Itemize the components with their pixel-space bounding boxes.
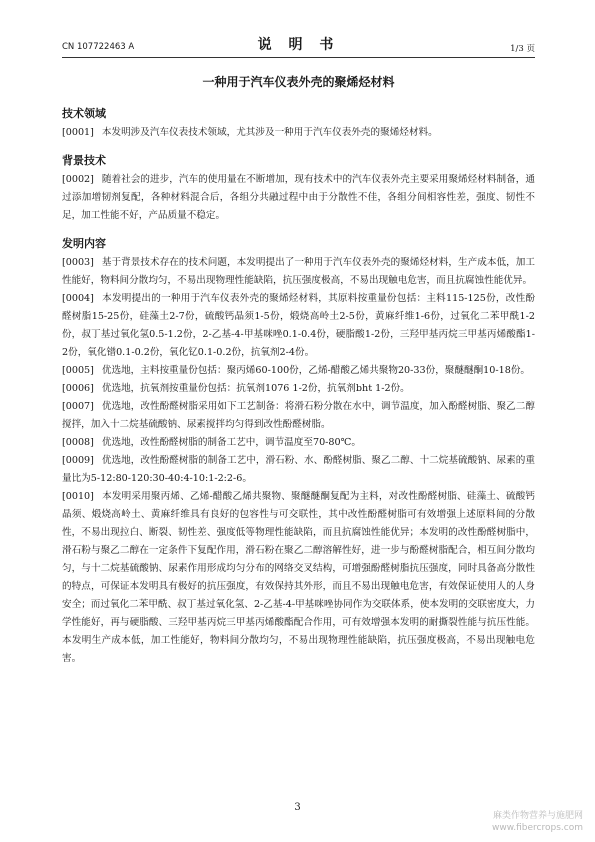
paragraph-text: 优选地，改性酚醛树脂的制备工艺中，滑石粉、水、酚醛树脂、聚乙二醇、十二烷基硫酸钠、尿素的重量比为5-12:80-120:30-40:4-10:1-2:2-6。 bbox=[62, 455, 535, 484]
paragraph-number: [0002] bbox=[62, 174, 94, 185]
paragraph bbox=[62, 434, 535, 452]
paragraph-text: 本发明提出的一种用于汽车仪表外壳的聚烯烃材料，其原料按重量份包括：主料115-125份，改性酚醛树脂15-25份，硅藻土2-7份，硫酸钙晶须1-5份，煅烧高岭土2-5份，黄麻纤维1-6份，过氧化二苯甲酰1-2份，叔丁基过氧化氢0.5-1.2份，2-乙基-4-甲基咪唑0.1-0.4份，硬脂酸1-2份，三羟甲基丙烷三甲基丙烯酸酯1-2份，氧化镨0.1-0.2份，氧化钇0.1-0.2份，抗氧剂2-4份。 bbox=[62, 293, 535, 358]
paragraph bbox=[62, 171, 535, 225]
paragraph-number: [0006] bbox=[62, 383, 94, 394]
page-header bbox=[62, 30, 535, 60]
watermark-line-1: 麻类作物营养与施肥网 bbox=[492, 811, 583, 821]
paragraph bbox=[62, 488, 535, 668]
document-type: 说 明 书 bbox=[257, 37, 340, 53]
paragraph bbox=[62, 362, 535, 380]
paragraph-number: [0005] bbox=[62, 365, 94, 376]
paragraph-number: [0004] bbox=[62, 293, 94, 304]
paragraph bbox=[62, 254, 535, 290]
paragraph-text: 随着社会的进步，汽车的使用量在不断增加，现有技术中的汽车仪表外壳主要采用聚烯烃材料制备，通过添加增韧剂复配，各种材料混合后，各组分共融过程中由于分散性不佳，各组分间相容性差，强度、韧性不足，加工性能不好，产品质量不稳定。 bbox=[62, 174, 535, 221]
section-heading: 背景技术 bbox=[62, 154, 106, 167]
paragraph-number: [0007] bbox=[62, 401, 94, 412]
sections-container bbox=[62, 105, 535, 668]
paragraph-text: 优选地，改性酚醛树脂的制备工艺中，调节温度至70-80℃。 bbox=[101, 437, 361, 448]
document-body bbox=[62, 66, 535, 668]
paragraph bbox=[62, 398, 535, 434]
section-heading: 发明内容 bbox=[62, 237, 106, 250]
paragraph-text: 优选地，主料按重量份包括：聚丙烯60-100份，乙烯-醋酸乙烯共聚物20-33份，聚醚醚酮10-18份。 bbox=[101, 365, 531, 376]
paragraph bbox=[62, 380, 535, 398]
watermark bbox=[492, 810, 583, 834]
paragraph-number: [0001] bbox=[62, 127, 94, 138]
paragraph-number: [0010] bbox=[62, 491, 94, 502]
header-divider bbox=[62, 57, 535, 58]
paragraph bbox=[62, 124, 535, 142]
paragraph bbox=[62, 290, 535, 362]
page-number: 3 bbox=[294, 802, 301, 813]
paragraph bbox=[62, 452, 535, 488]
section-heading: 技术领域 bbox=[62, 107, 106, 120]
paragraph-text: 优选地，抗氧剂按重量份包括：抗氧剂1076 1-2份，抗氧剂bht 1-2份。 bbox=[101, 383, 410, 394]
paragraph-text: 本发明涉及汽车仪表技术领域，尤其涉及一种用于汽车仪表外壳的聚烯烃材料。 bbox=[101, 127, 438, 138]
document-title: 一种用于汽车仪表外壳的聚烯烃材料 bbox=[202, 75, 395, 89]
paragraph-number: [0008] bbox=[62, 437, 94, 448]
paragraph-number: [0003] bbox=[62, 257, 94, 268]
patent-number: CN 107722463 A bbox=[62, 42, 135, 52]
watermark-line-2: www.fibercrops.com bbox=[492, 823, 583, 833]
paragraph-text: 基于背景技术存在的技术问题，本发明提出了一种用于汽车仪表外壳的聚烯烃材料，生产成本低，加工性能好，物料间分散均匀，不易出现物理性能缺陷，抗压强度极高，不易出现触电危害，而且抗腐蚀性能优异。 bbox=[62, 257, 535, 286]
paragraph-text: 优选地，改性酚醛树脂采用如下工艺制备：将滑石粉分散在水中，调节温度，加入酚醛树脂、聚乙二醇搅拌，加入十二烷基硫酸钠、尿素搅拌均匀得到改性酚醛树脂。 bbox=[62, 401, 535, 430]
paragraph-text: 本发明采用聚丙烯、乙烯-醋酸乙烯共聚物、聚醚醚酮复配为主料，对改性酚醛树脂、硅藻土、硫酸钙晶须、煅烧高岭土、黄麻纤维具有良好的包容性与可交联性，其中改性酚醛树脂可有效增强上述原料间的分散性，不易出现拉白、断裂、韧性差、强度低等物理性能缺陷，而且抗腐蚀性能优异；本发明的改性酚醛树脂中，滑石粉与聚乙二醇在一定条件下复配作用，滑石粉在聚乙二醇溶解性好，进一步与酚醛树脂配合，相互间分散均匀，与十二烷基硫酸钠、尿素作用形成均匀分布的网络交叉结构，可增强酚醛树脂抗压强度，同时具备高分散性的特点，可保证本发明具有极好的抗压强度，有效保持其外形，而且不易出现触电危害，有效保证使用人的人身安全；而过氧化二苯甲酰、叔丁基过氧化氢、2-乙基-4-甲基咪唑协同作为交联体系，使本发明的交联密度大，力学性能好，再与硬脂酸、三羟甲基丙烷三甲基丙烯酸酯配合作用，可有效增强本发明的耐撕裂性能与抗压性能。本发明生产成本低，加工性能好，物料间分散均匀，不易出现物理性能缺陷，抗压强度极高，不易出现触电危害。 bbox=[62, 491, 535, 664]
page-indicator: 1/3 页 bbox=[510, 44, 535, 54]
paragraph-number: [0009] bbox=[62, 455, 94, 466]
